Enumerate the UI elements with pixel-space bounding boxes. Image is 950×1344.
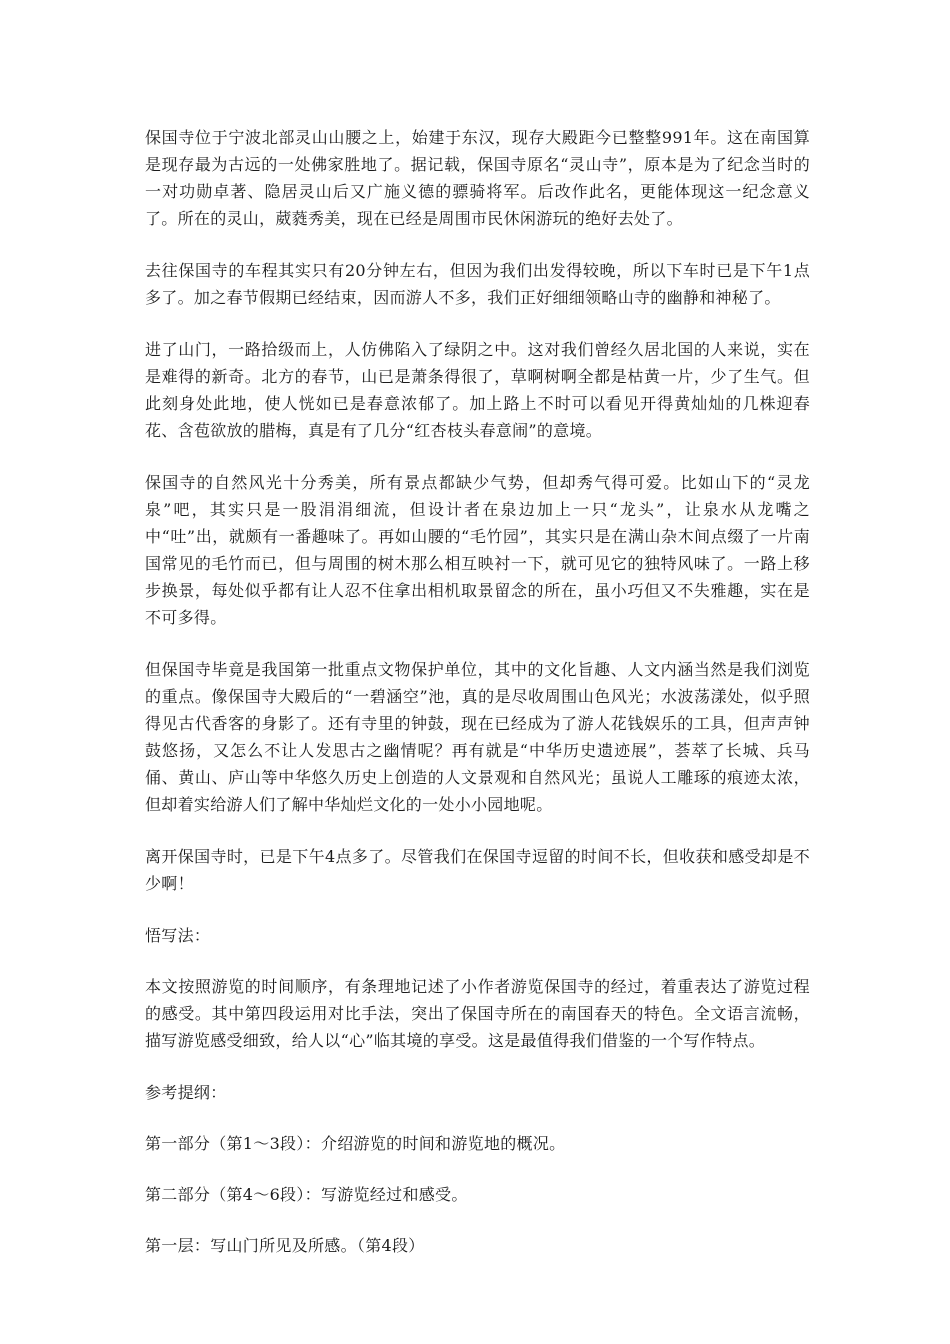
outline-part-two: 第二部分（第4～6段）：写游览经过和感受。 [145, 1185, 468, 1204]
heading-writing-method: 悟写法： [145, 926, 211, 945]
paragraph-scenery: 保国寺的自然风光十分秀美，所有景点都缺少气势，但却秀气得可爱。比如山下的“灵龙泉”吧，其实只是一股涓涓细流，但设计者在泉边加上一只“龙头”，让泉水从龙嘴之中“吐”出，就颇有一番趣味了。再如山腰的“毛竹园”，其实只是在满山杂木间点缀了一片南国常见的毛竹而已，但与周围的树木那么相互映衬一下，就可见它的独特风味了。一路上移步换景，每处似乎都有让人忍不住拿出相机取景留念的所在，虽小巧但又不失雅趣，实在是不可多得。 [145, 473, 810, 627]
paragraph-intro: 保国寺位于宁波北部灵山山腰之上，始建于东汉，现存大殿距今已整整991年。这在南国算是现存最为古远的一处佛家胜地了。据记载，保国寺原名“灵山寺”，原本是为了纪念当时的一对功勋卓著、隐居灵山后又广施义德的骠骑将军。后改作此名，更能体现这一纪念意义了。所在的灵山，葳蕤秀美，现在已经是周围市民休闲游玩的绝好去处了。 [145, 128, 810, 228]
paragraph-leaving: 离开保国寺时，已是下午4点多了。尽管我们在保国寺逗留的时间不长，但收获和感受却是不少啊！ [145, 847, 810, 893]
paragraph-journey: 去往保国寺的车程其实只有20分钟左右，但因为我们出发得较晚，所以下车时已是下午1点多了。加之春节假期已经结束，因而游人不多，我们正好细细领略山寺的幽静和神秘了。 [145, 261, 810, 307]
outline-layer-one: 第一层：写山门所见及所感。（第4段） [145, 1236, 425, 1255]
document-body [145, 124, 810, 1283]
paragraph-commentary: 本文按照游览的时间顺序，有条理地记述了小作者游览保国寺的经过，着重表达了游览过程的感受。其中第四段运用对比手法，突出了保国寺所在的南国春天的特色。全文语言流畅，描写游览感受细致，给人以“心”临其境的享受。这是最值得我们借鉴的一个写作特点。 [145, 977, 810, 1050]
heading-outline: 参考提纲： [145, 1083, 227, 1102]
paragraph-culture: 但保国寺毕竟是我国第一批重点文物保护单位，其中的文化旨趣、人文内涵当然是我们浏览的重点。像保国寺大殿后的“一碧涵空”池，真的是尽收周围山色风光；水波荡漾处，似乎照得见古代香客的身影了。还有寺里的钟鼓，现在已经成为了游人花钱娱乐的工具，但声声钟鼓悠扬，又怎么不让人发思古之幽情呢？再有就是“中华历史遗迹展”，荟萃了长城、兵马俑、黄山、庐山等中华悠久历史上创造的人文景观和自然风光；虽说人工雕琢的痕迹太浓，但却着实给游人们了解中华灿烂文化的一处小小园地呢。 [145, 660, 810, 814]
outline-part-one: 第一部分（第1～3段）：介绍游览的时间和游览地的概况。 [145, 1134, 566, 1153]
paragraph-mountain-gate: 进了山门，一路拾级而上，人仿佛陷入了绿阴之中。这对我们曾经久居北国的人来说，实在是难得的新奇。北方的春节，山已是萧条得很了，草啊树啊全都是枯黄一片，少了生气。但此刻身处此地，使人恍如已是春意浓郁了。加上路上不时可以看见开得黄灿灿的几株迎春花、含苞欲放的腊梅，真是有了几分“红杏枝头春意闹”的意境。 [145, 340, 810, 440]
